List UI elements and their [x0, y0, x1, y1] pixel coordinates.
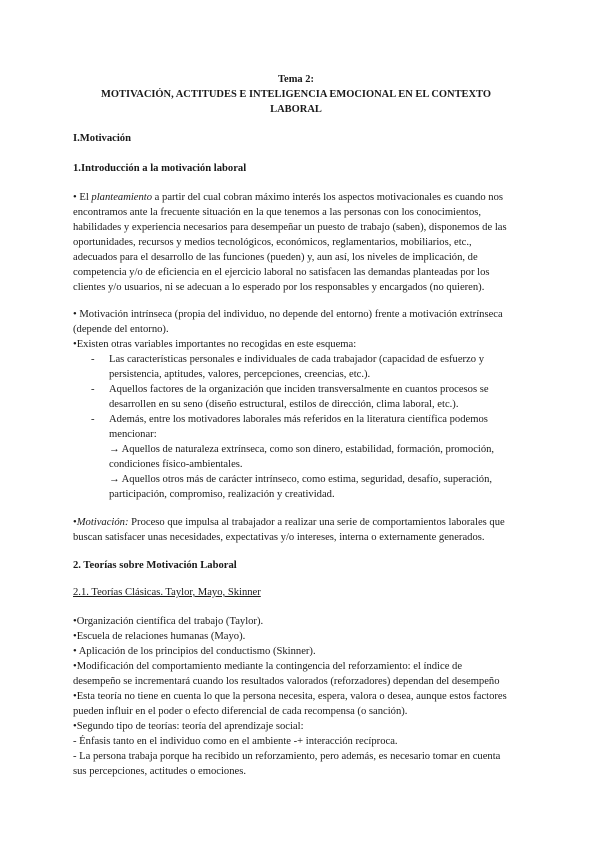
bullet-line: •Escuela de relaciones humanas (Mayo). — [73, 631, 246, 642]
list-item: mencionar: — [109, 429, 157, 440]
bullet-line: •Modificación del comportamiento mediante la contingencia del reforzamiento: el índice de — [73, 661, 463, 672]
list-subitem: condiciones físico-ambientales. — [109, 459, 243, 470]
bullet-line: sus percepciones, actitudes o emociones. — [73, 766, 246, 777]
paragraph-line: • El planteamiento a partir del cual cobran máximo interés los aspectos motivacionales es cuando nos — [73, 192, 503, 203]
tema-label: Tema 2: — [278, 74, 314, 85]
paragraph-line: • Motivación intrínseca (propia del individuo, no depende del entorno) frente a motivación extrínseca — [73, 309, 503, 320]
list-subitem: → Aquellos otros más de carácter intrínseco, como estima, seguridad, desafío, superación, — [109, 474, 493, 485]
doc-title-line1: MOTIVACIÓN, ACTITUDES E INTELIGENCIA EMOCIONAL EN EL CONTEXTO — [101, 89, 491, 100]
paragraph-line: oportunidades, recursos y medios tecnológicos, económicos, reglamentarios, mobiliarios, etc., — [73, 237, 472, 248]
list-item: Aquellos factores de la organización que inciden transversalmente en cuantos procesos se — [109, 384, 489, 395]
bullet-line: desempeño se incrementará cuando los resultados valorados (reforzadores) dependan del desempeño — [73, 676, 500, 687]
list-item: Las características personales e individuales de cada trabajador (capacidad de esfuerzo y — [109, 354, 485, 365]
subsection-heading-intro: 1.Introducción a la motivación laboral — [73, 163, 247, 174]
bullet-line: • Aplicación de los principios del conductismo (Skinner). — [73, 646, 316, 657]
paragraph-line: clientes y/o usuarios, ni se adecuan a lo esperado por los responsables y encargados (no quieren). — [73, 282, 485, 293]
definition-term: Motivación: — [76, 517, 129, 528]
list-dash: - — [91, 384, 95, 395]
paragraph-line: competencia y/o de eficiencia en el ejercicio laboral no satisfacen las demandas planteadas por los — [73, 267, 490, 278]
paragraph-line: •Existen otras variables importantes no recogidas en este esquema: — [73, 339, 357, 350]
paragraph-line: (depende del entorno). — [73, 324, 169, 335]
paragraph-line: encontramos ante la frecuente situación en la que tenemos a las personas con los conocimientos, — [73, 207, 482, 218]
bullet-line: - La persona trabaja porque ha recibido un reforzamiento, pero además, es necesario tomar en cuenta — [73, 751, 501, 762]
bullet-line: pueden influir en el poder o efecto diferencial de cada recompensa (o sanción). — [73, 706, 408, 717]
list-subitem: participación, compromiso, realización y creatividad. — [109, 489, 335, 500]
subsection-heading-clasicas: 2.1. Teorías Clásicas. Taylor, Mayo, Skinner — [73, 587, 261, 598]
bullet-line: •Segundo tipo de teorías: teoría del aprendizaje social: — [73, 721, 304, 732]
list-item: desarrollen en su seno (diseño estructural, estilos de dirección, clima laboral, etc.). — [109, 399, 459, 410]
definition-line: •Motivación: Proceso que impulsa al trabajador a realizar una serie de comportamientos laborales que — [73, 517, 505, 528]
list-item: Además, entre los motivadores laborales más referidos en la literatura científica podemos — [109, 414, 488, 425]
section-heading-teorias: 2. Teorías sobre Motivación Laboral — [73, 560, 237, 571]
doc-title-line2: LABORAL — [270, 104, 322, 115]
paragraph-line: habilidades y experiencia necesarios para desempeñar un puesto de trabajo (saben), disponemos de las — [73, 222, 507, 233]
bullet-line: •Esta teoría no tiene en cuenta lo que la persona necesita, espera, valora o desea, aunque estos factores — [73, 691, 507, 702]
list-dash: - — [91, 354, 95, 365]
emphasis-term: planteamiento — [91, 192, 153, 203]
paragraph-line: adecuados para el desarrollo de las funciones (pueden) y, aun así, los niveles de implicación, de — [73, 252, 478, 263]
section-heading-motivacion: I.Motivación — [73, 133, 131, 144]
definition-line: buscan satisfacer unas necesidades, expectativas y/o intereses, interna o externamente generados. — [73, 532, 485, 543]
bullet-line: •Organización científica del trabajo (Taylor). — [73, 616, 264, 627]
list-item: persistencia, aptitudes, valores, percepciones, creencias, etc.). — [109, 369, 371, 380]
list-dash: - — [91, 414, 95, 425]
bullet-line: - Énfasis tanto en el individuo como en el ambiente -+ interacción recíproca. — [73, 736, 398, 747]
list-subitem: → Aquellos de naturaleza extrínseca, como son dinero, estabilidad, formación, promoción, — [109, 444, 495, 455]
